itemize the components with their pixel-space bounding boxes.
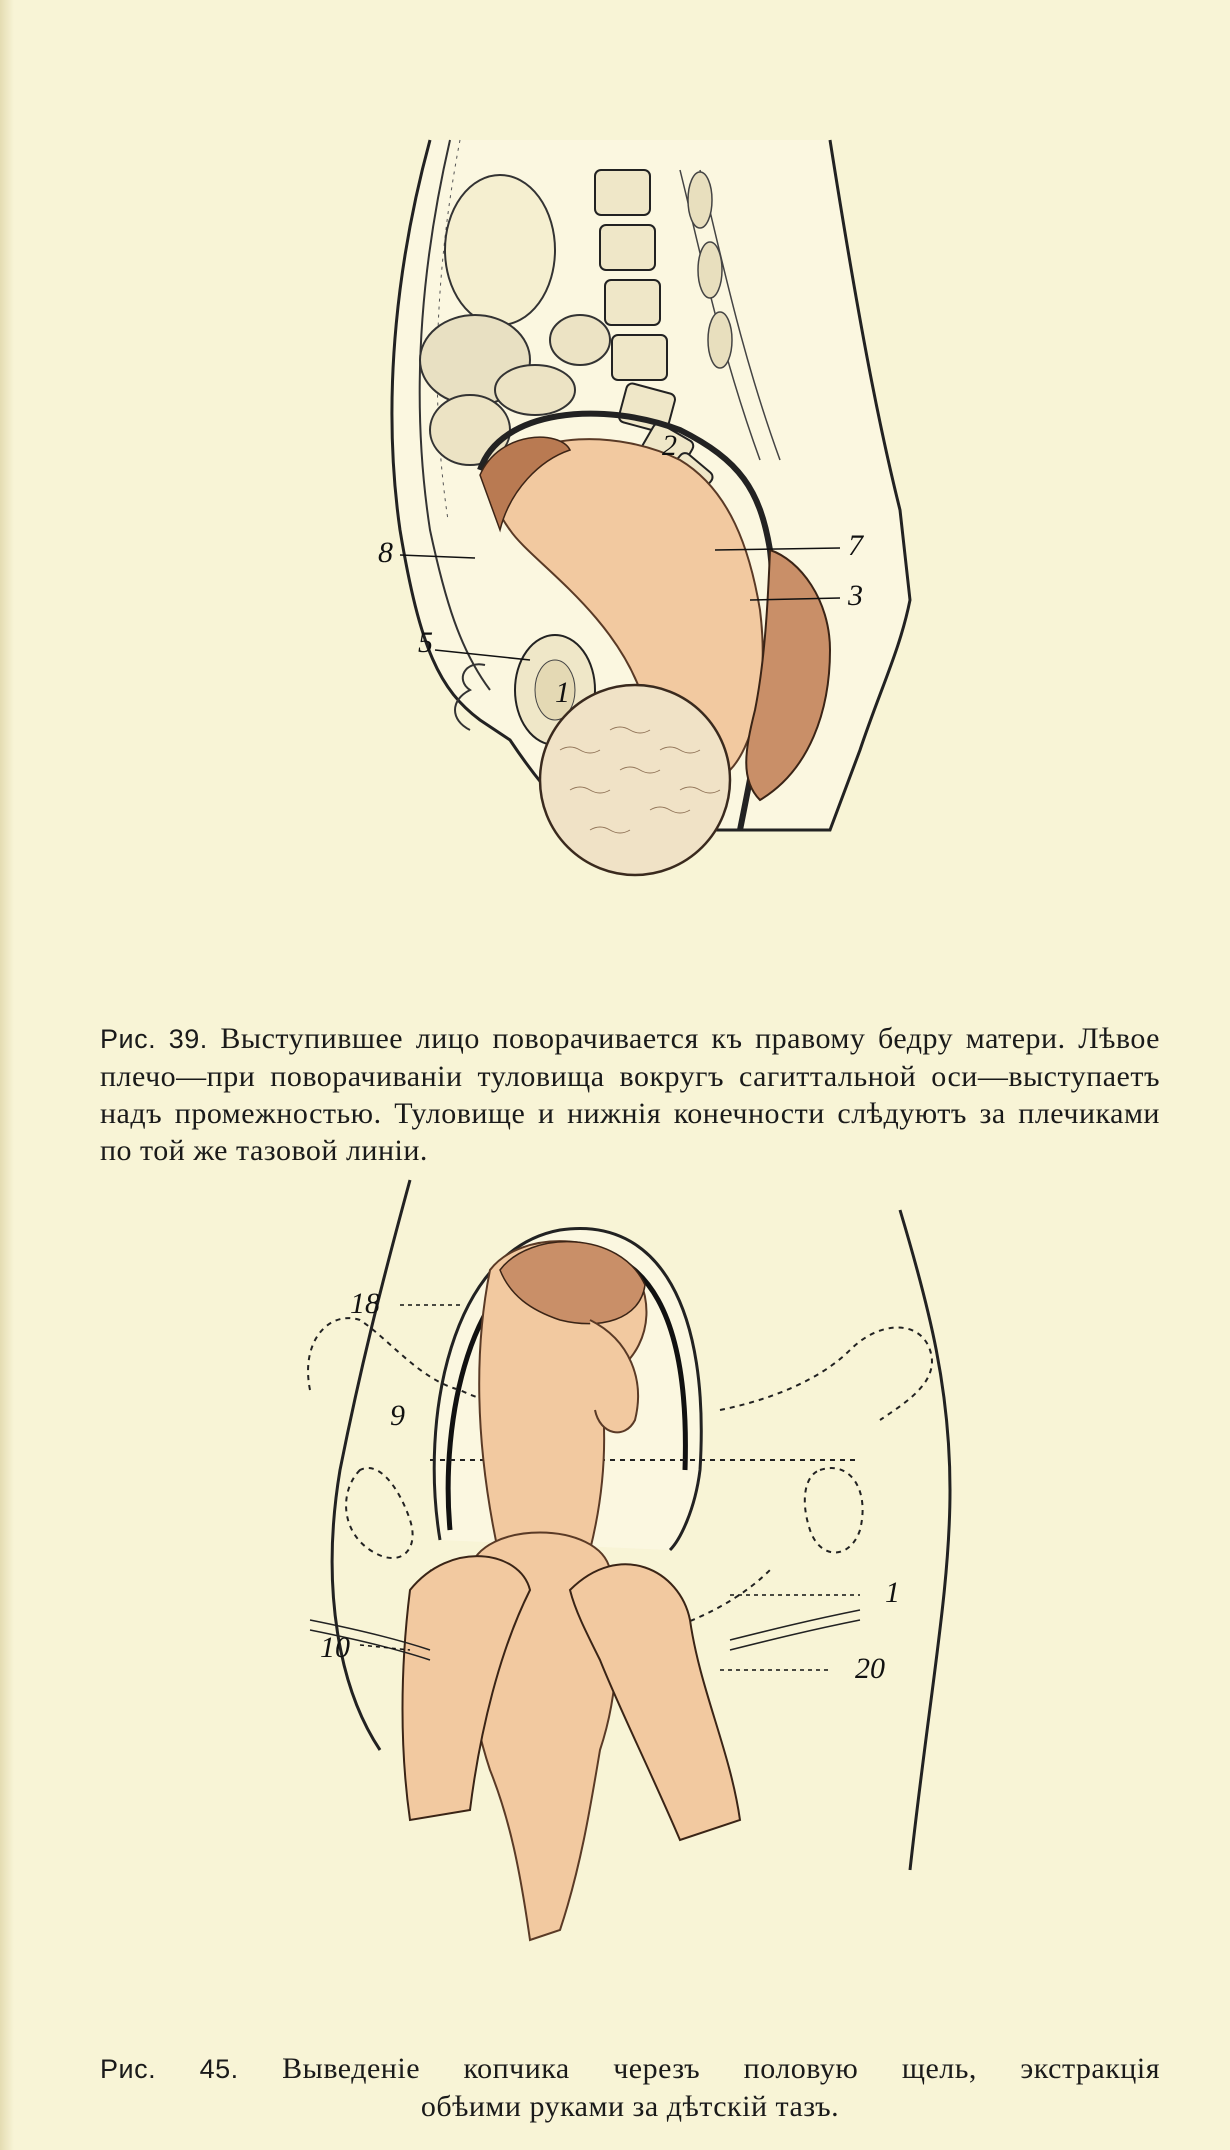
figure-39-caption bbox=[100, 1020, 1160, 1169]
label-8: 8 bbox=[378, 536, 393, 569]
figure-45-caption-text-1: Выведеніе копчика черезъ половую щель, экстракція bbox=[282, 2052, 1160, 2085]
figure-45-caption-text-2: обѣими руками за дѣтскій тазъ. bbox=[420, 2090, 840, 2123]
label-5: 5 bbox=[418, 626, 433, 659]
figure-39-caption-text: Выступившее лицо поворачивается къ правому бедру матери. Лѣвое плечо—при поворачиванiи туловища вокругъ сагиттальной оси—выступаетъ надъ промежностью. Туловище и нижнія конечности слѣдуютъ за плечиками по той же тазовой линiи. bbox=[100, 1022, 1161, 1167]
label-7: 7 bbox=[848, 529, 863, 562]
figure-45-number: Рис. 45. bbox=[100, 2054, 239, 2084]
label-20: 20 bbox=[855, 1652, 885, 1685]
figure-39-number: Рис. 39. bbox=[100, 1024, 208, 1054]
label-1: 1 bbox=[885, 1576, 900, 1609]
label-10: 10 bbox=[320, 1631, 350, 1664]
figure-45-caption-line-1 bbox=[100, 2050, 1160, 2088]
label-3: 3 bbox=[848, 579, 863, 612]
page-edge bbox=[0, 0, 14, 2150]
label-9: 9 bbox=[390, 1399, 405, 1432]
figure-45-caption bbox=[100, 2050, 1160, 2125]
label-18: 18 bbox=[350, 1287, 380, 1320]
figure-39-illustration bbox=[360, 130, 920, 970]
figure-45-illustration bbox=[300, 1170, 980, 1990]
label-1: 1 bbox=[555, 676, 570, 709]
label-2: 2 bbox=[662, 429, 677, 462]
